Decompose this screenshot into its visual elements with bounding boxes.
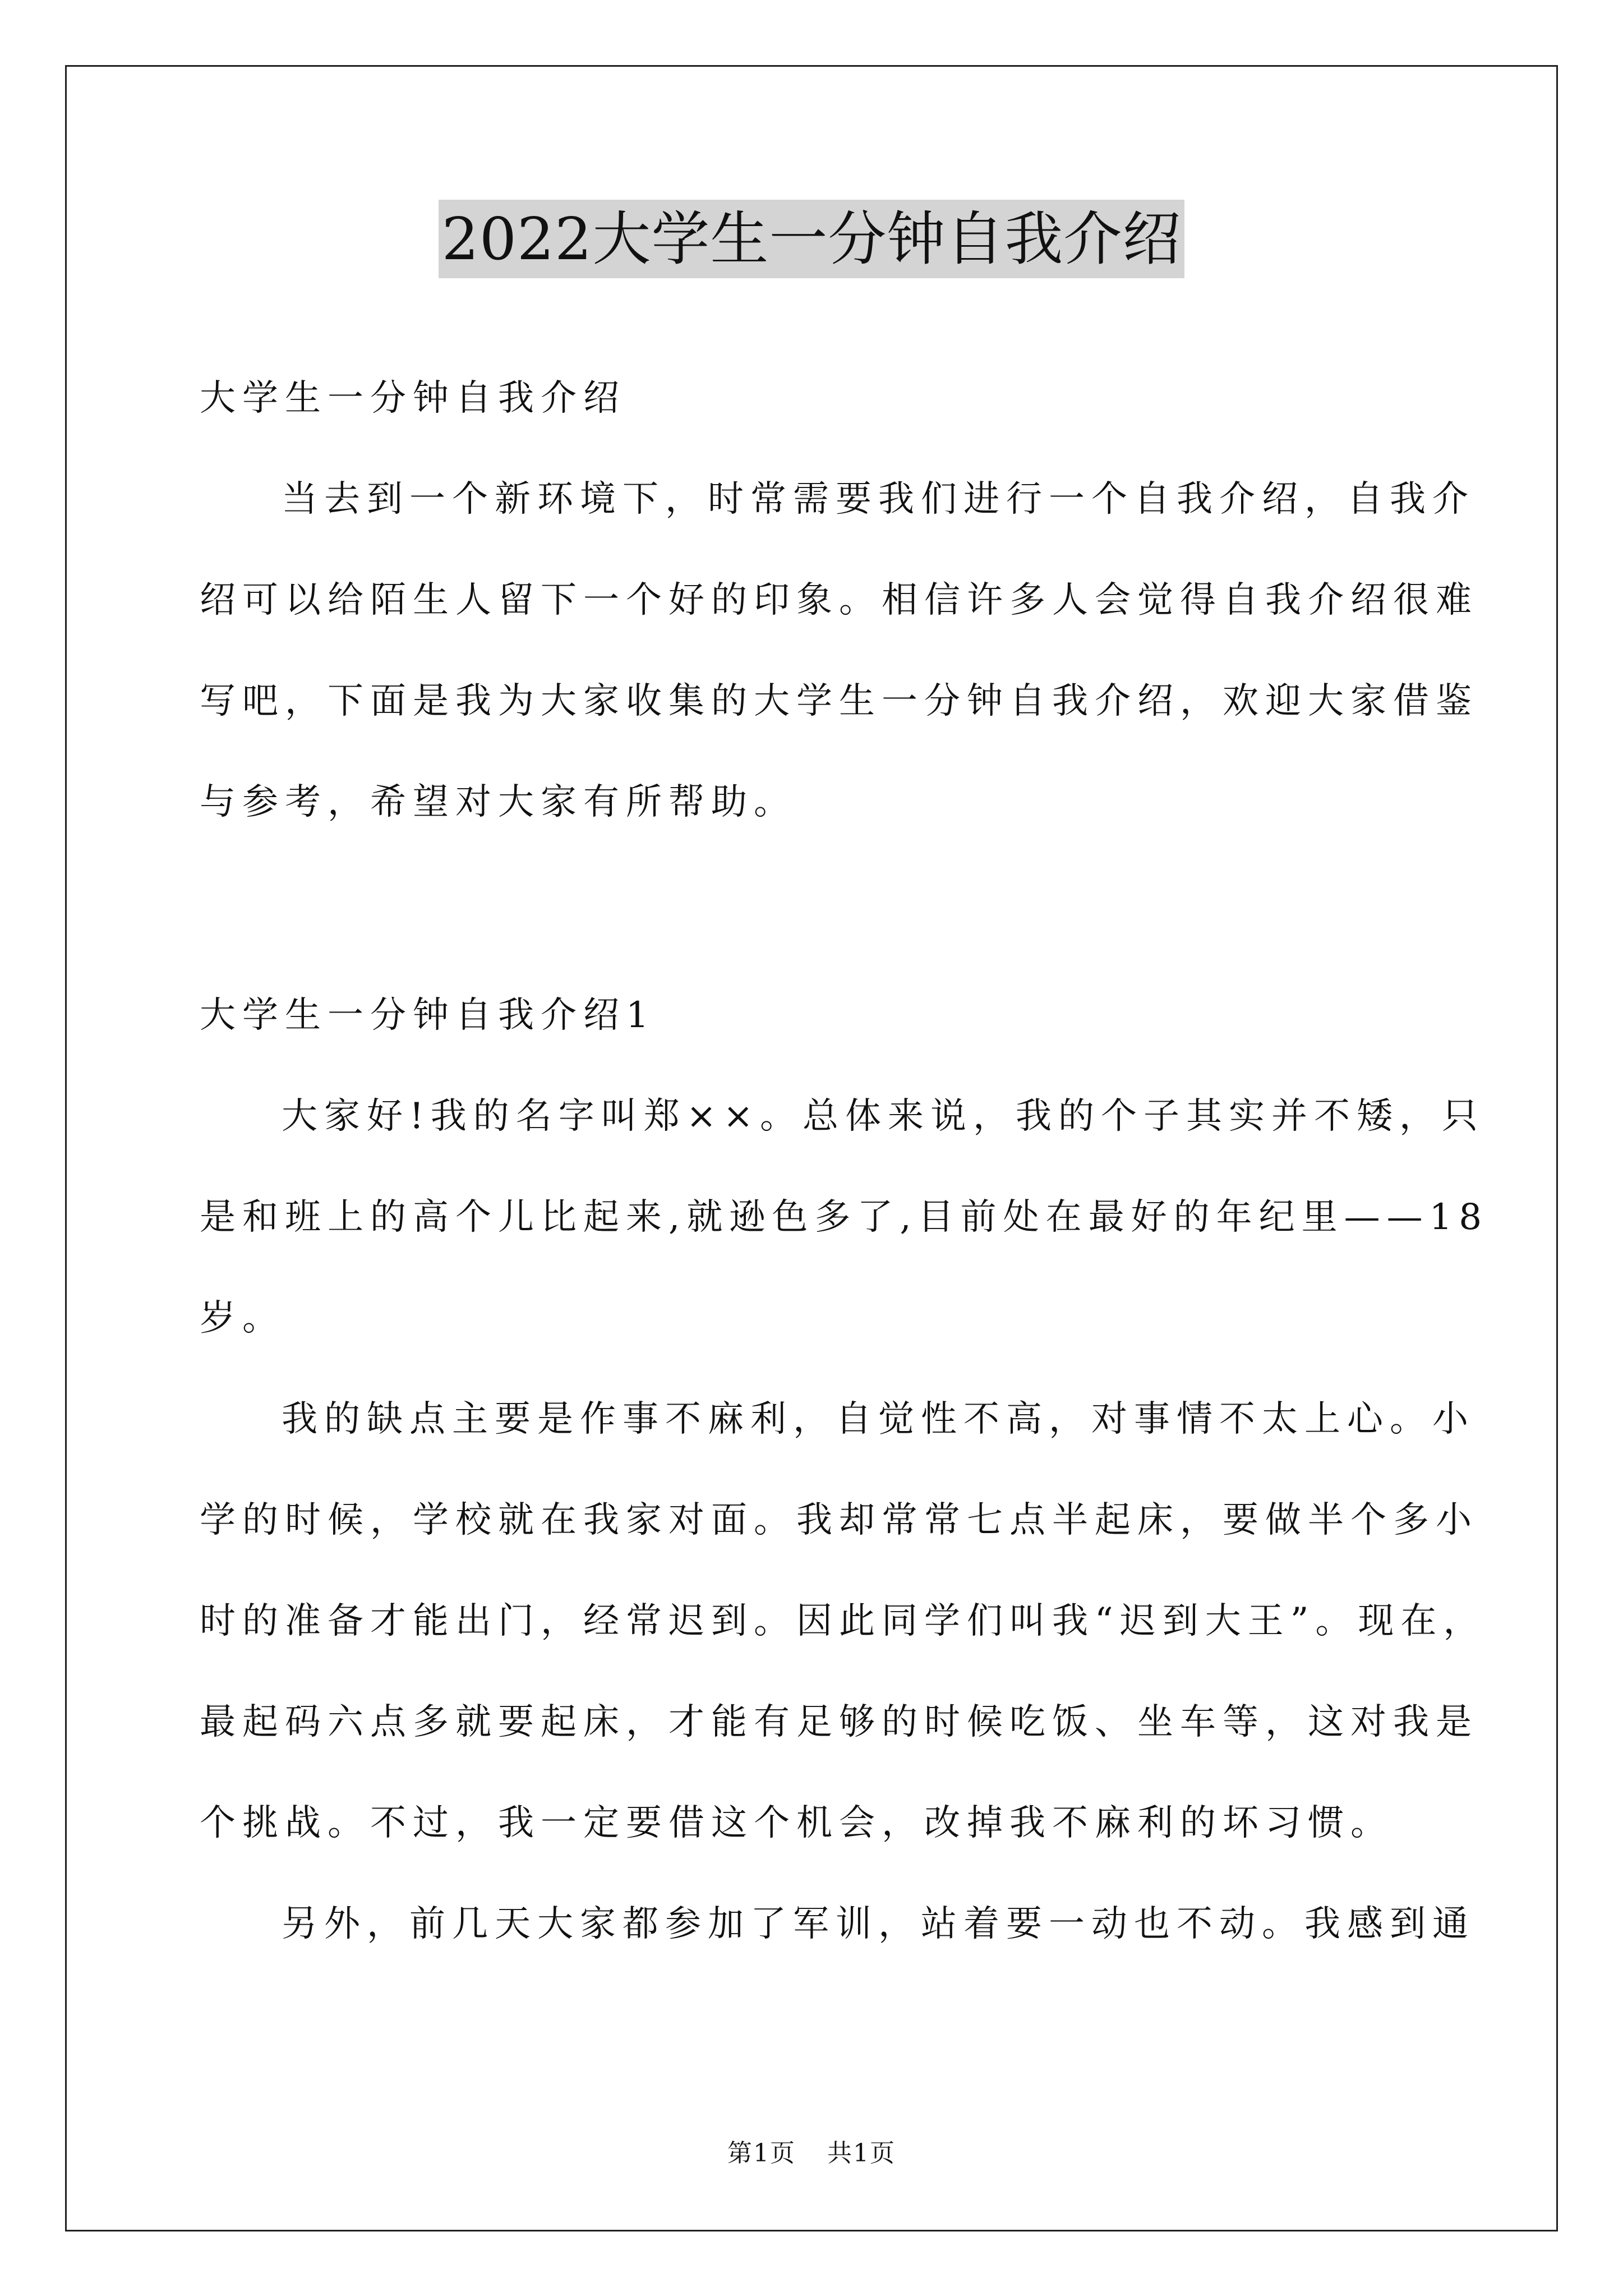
paragraph-line: 时的准备才能出门，经常迟到。因此同学们叫我“迟到大王”。现在， bbox=[200, 1600, 1486, 1642]
paragraph-line: 另外，前几天大家都参加了军训，站着要一动也不动。我感到通 bbox=[282, 1903, 1475, 1945]
paragraph-line: 学的时候，学校就在我家对面。我却常常七点半起床，要做半个多小 bbox=[200, 1499, 1478, 1541]
section-heading: 大学生一分钟自我介绍1 bbox=[200, 995, 656, 1036]
document-title: 2022大学生一分钟自我介绍 bbox=[439, 200, 1185, 278]
paragraph-line: 大家好!我的名字叫郑××。总体来说，我的个子其实并不矮，只 bbox=[282, 1096, 1484, 1137]
title-container bbox=[0, 200, 1623, 278]
intro-line: 当去到一个新环境下，时常需要我们进行一个自我介绍，自我介 bbox=[282, 478, 1475, 520]
page-footer bbox=[0, 2133, 1623, 2169]
paragraph-line: 是和班上的高个儿比起来,就逊色多了,目前处在最好的年纪里——18 bbox=[200, 1197, 1489, 1238]
paragraph-line: 我的缺点主要是作事不麻利，自觉性不高，对事情不太上心。小 bbox=[282, 1398, 1475, 1440]
intro-line: 绍可以给陌生人留下一个好的印象。相信许多人会觉得自我介绍很难 bbox=[200, 579, 1478, 621]
page-number: 第1页 bbox=[727, 2139, 796, 2168]
page-total: 共1页 bbox=[827, 2139, 896, 2168]
intro-line: 写吧，下面是我为大家收集的大学生一分钟自我介绍，欢迎大家借鉴 bbox=[200, 680, 1478, 722]
paragraph-line: 岁。 bbox=[200, 1297, 285, 1339]
paragraph-line: 个挑战。不过，我一定要借这个机会，改掉我不麻利的坏习惯。 bbox=[200, 1802, 1393, 1844]
intro-line: 与参考，希望对大家有所帮助。 bbox=[200, 781, 796, 823]
paragraph-line: 最起码六点多就要起床，才能有足够的时候吃饭、坐车等，这对我是 bbox=[200, 1701, 1478, 1743]
intro-heading: 大学生一分钟自我介绍 bbox=[200, 378, 626, 419]
